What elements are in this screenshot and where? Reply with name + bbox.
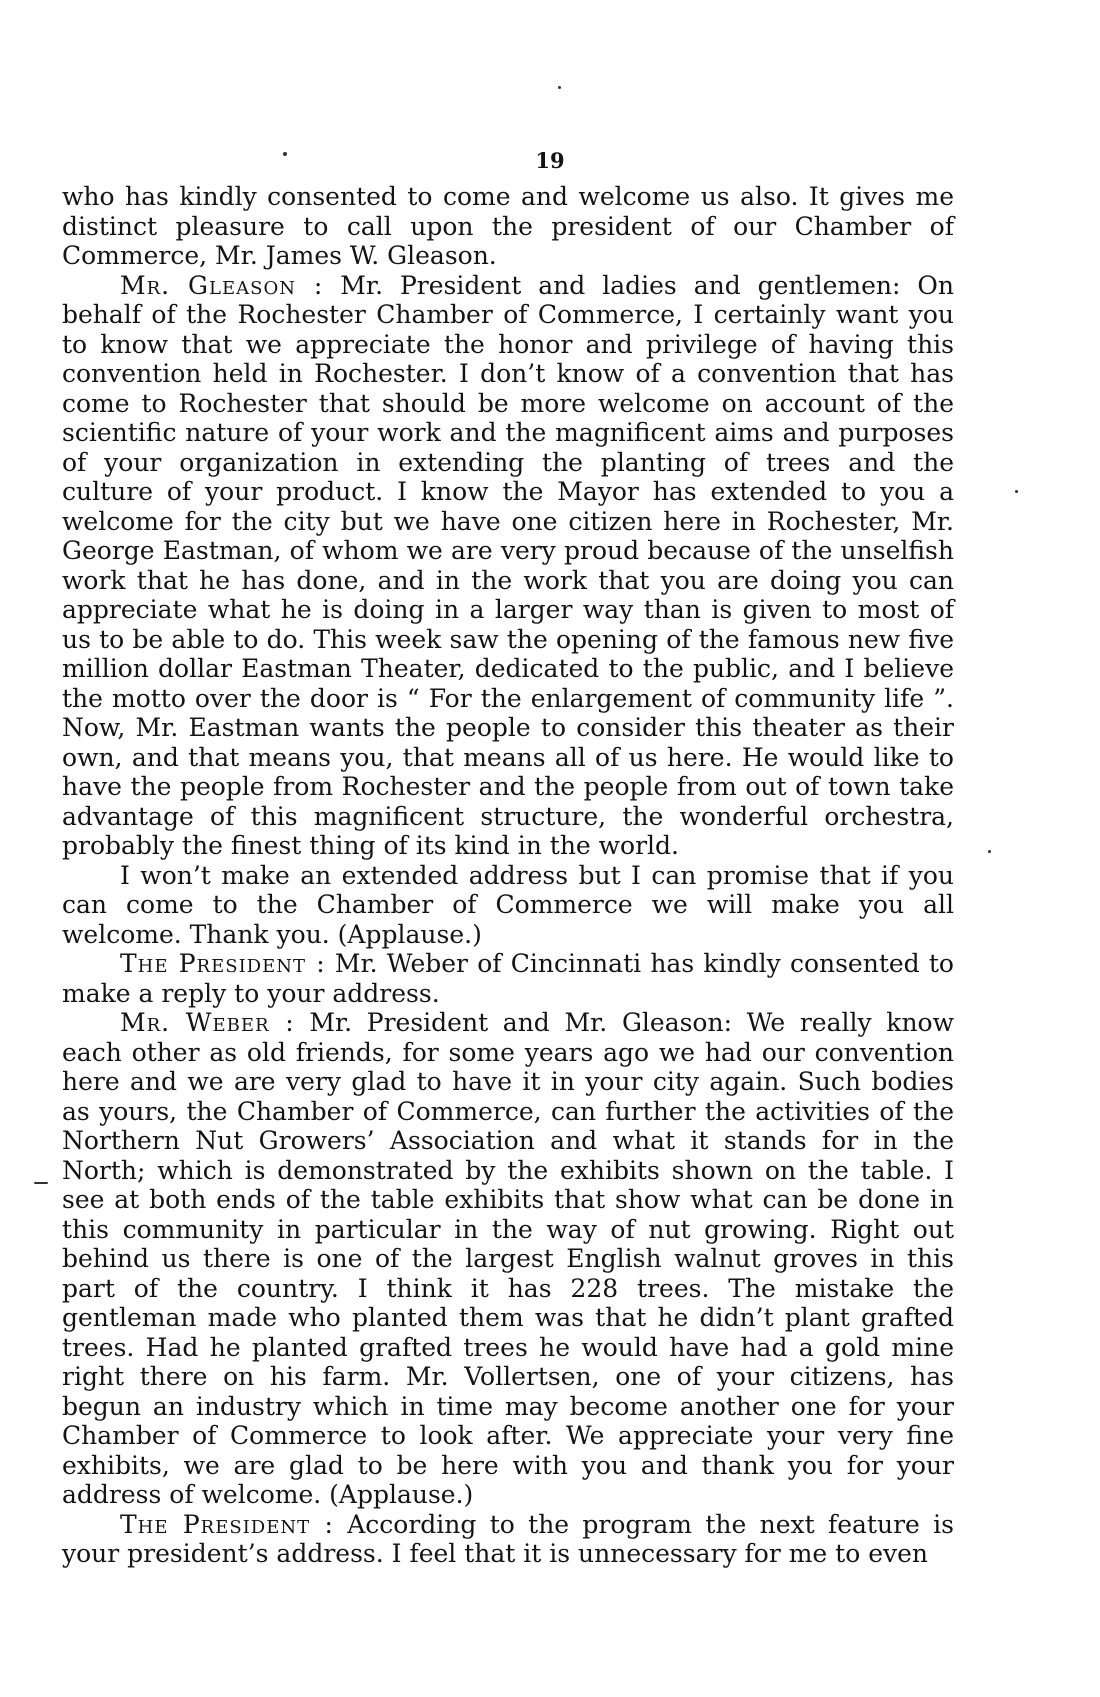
paragraph-text: Mr. President and Mr. Gleason: We really know each other as old friends, for some years ago we had our convention here and we are very glad to have it in your city again. Such bodies as yours, the Chamber of Commerce, can further the activities of the Northern Nut Growers’ Association and what it stands for in the North; which is demonstrated by the exhibits shown on the table. I see at both ends of the table exhibits that show what can be done in this community in particular in the way of nut growing. Right out behind us there is one of the largest English walnut groves in this part of the country. I think it has 228 trees. The mistake the gentleman made who planted them was that he didn’t plant grafted trees. Had he planted grafted trees he would have had a gold mine right there on his farm. Mr. Vollertsen, one of your citizens, has begun an industry which in time may become another one for your Chamber of Commerce to look after. We appreciate your very fine exhibits, we are glad to be here with you and thank you for your address of welcome. (Applause.) bbox=[62, 1008, 954, 1509]
scan-speck bbox=[34, 1182, 48, 1184]
speaker-label: Mr. Gleason : bbox=[120, 270, 324, 300]
paragraph-text: who has kindly consented to come and welcome us also. It gives me distinct pleasure to call upon the president of our Chamber of Commerce, Mr. James W. Gleason. bbox=[62, 182, 954, 270]
speaker-label: The President : bbox=[120, 1509, 334, 1539]
speaker-label: Mr. Weber : bbox=[120, 1008, 295, 1037]
paragraph-text: Mr. Weber of Cincinnati has kindly consented to make a reply to your address. bbox=[62, 949, 954, 1008]
paragraph-text: According to the program the next feature is your president’s address. I feel that it is unnecessary for me to even bbox=[62, 1509, 954, 1568]
paragraph-president-1 bbox=[62, 949, 954, 1008]
paragraph-president-2 bbox=[62, 1510, 954, 1569]
body-text bbox=[62, 182, 954, 1569]
paragraph-text: Mr. President and ladies and gentlemen: On behalf of the Rochester Chamber of Commerce, I certainly want you to know that we appreciate the honor and privilege of having this convention held in Rochester. I don’t know of a convention that has come to Rochester that should be more welcome on account of the scientific nature of your work and the magnificent aims and purposes of your organization in extending the planting of trees and the culture of your product. I know the Mayor has extended to you a welcome for the city but we have one citizen here in Rochester, Mr. George Eastman, of whom we are very proud because of the unselfish work that he has done, and in the work that you are doing you can appreciate what he is doing in a larger way than is given to most of us to be able to do. This week saw the opening of the famous new five million dollar Eastman Theater, dedicated to the public, and I believe the motto over the door is “ For the enlargement of community life ”. Now, Mr. Eastman wants the people to consider this theater as their own, and that means you, that means all of us here. He would like to have the people from Rochester and the people from out of town take advantage of this magnificent structure, the wonderful orchestra, probably the finest thing of its kind in the world. bbox=[62, 270, 954, 860]
page-number: 19 bbox=[535, 148, 565, 173]
scan-speck bbox=[558, 86, 561, 89]
scan-speck bbox=[988, 850, 991, 853]
paragraph-gleason bbox=[62, 271, 954, 861]
paragraph-intro bbox=[62, 182, 954, 271]
scan-speck bbox=[1015, 490, 1018, 493]
speaker-label: The President : bbox=[120, 949, 326, 978]
paragraph-weber bbox=[62, 1008, 954, 1510]
paragraph-gleason-closing bbox=[62, 861, 954, 950]
paragraph-text: I won’t make an extended address but I can promise that if you can come to the Chamber of Commerce we will make you all welcome. Thank you. (Applause.) bbox=[62, 860, 954, 949]
